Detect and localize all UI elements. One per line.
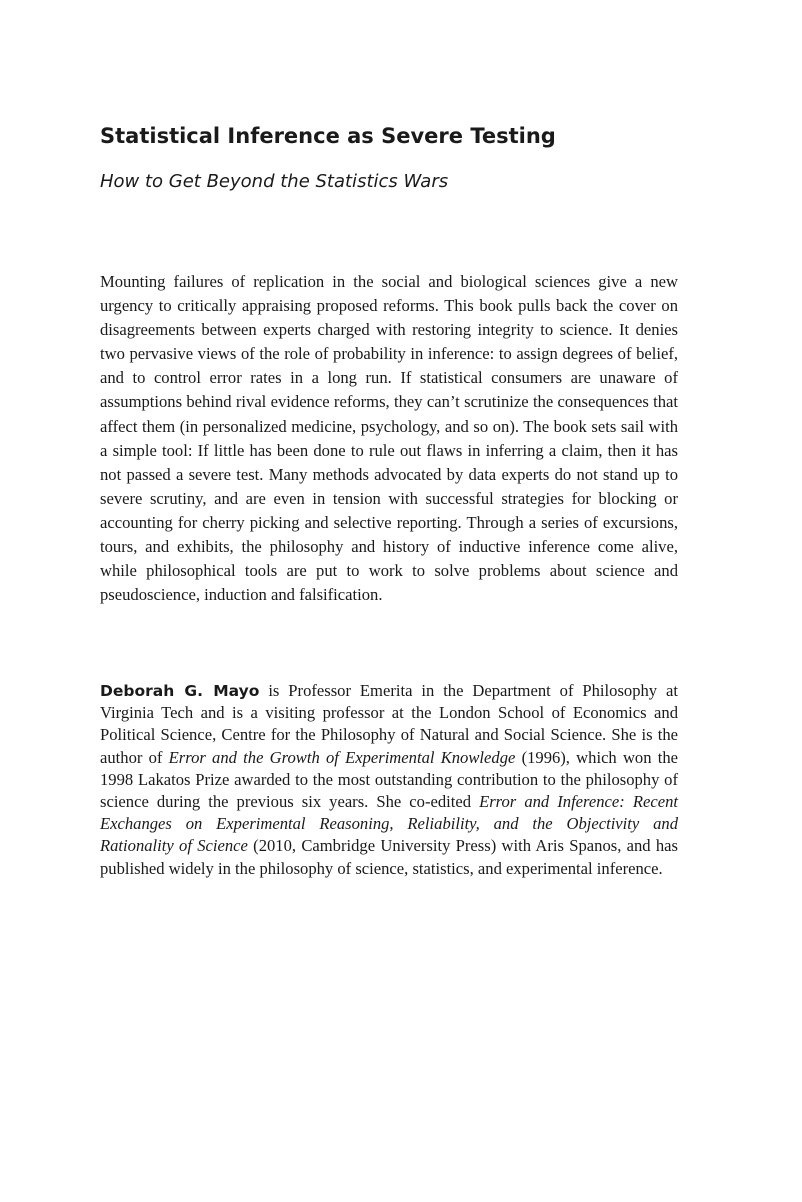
book-blurb: Mounting failures of replication in the social and biological sciences give a new urgency to critically appraising proposed reforms. This book pulls back the cover on disagreements between experts charged with restoring integrity to science. It denies two pervasive views of the role of probability in inference: to assign degrees of belief, and to control error rates in a long run. If statistical consumers are unaware of assumptions behind rival evidence reforms, they can’t scrutinize the consequences that affect them (in personalized medicine, psychology, and so on). The book sets sail with a simple tool: If little has been done to rule out flaws in inferring a claim, then it has not passed a severe test. Many methods advocated by data experts do not stand up to severe scrutiny, and are even in tension with successful strategies for blocking or accounting for cherry picking and selective reporting. Through a series of excursions, tours, and exhibits, the philosophy and history of inductive inference come alive, while philosophical tools are put to work to solve problems about science and pseudoscience, induction and falsification. xyxy=(100,272,678,605)
bio-book-title-2: Error and Inference: Recent Exchanges on Experimental Reasoning, Reliability, and the Objectivity and Rationality of Science xyxy=(100,792,678,856)
author-name: Deborah G. Mayo xyxy=(100,682,260,700)
book-subtitle: How to Get Beyond the Statistics Wars xyxy=(100,171,449,192)
bio-book-title-1: Error and the Growth of Experimental Knowledge xyxy=(168,747,516,767)
author-bio xyxy=(100,680,678,880)
book-title: Statistical Inference as Severe Testing xyxy=(100,124,556,148)
bio-text-2: (1996), which won the 1998 Lakatos Prize awarded to the most outstanding contribution to the philosophy of science during the previous six years. She co-edited xyxy=(100,747,679,812)
bio-text-3: (2010, Cambridge University Press) with Aris Spanos, and has published widely in the philosophy of science, statistics, and experimental inference. xyxy=(100,836,679,878)
bio-text-1: is Professor Emerita in the Department of Philosophy at Virginia Tech and is a visiting professor at the London School of Economics and Political Science, Centre for the Philosophy of Natural and Social Science. She is the author of xyxy=(100,681,678,767)
